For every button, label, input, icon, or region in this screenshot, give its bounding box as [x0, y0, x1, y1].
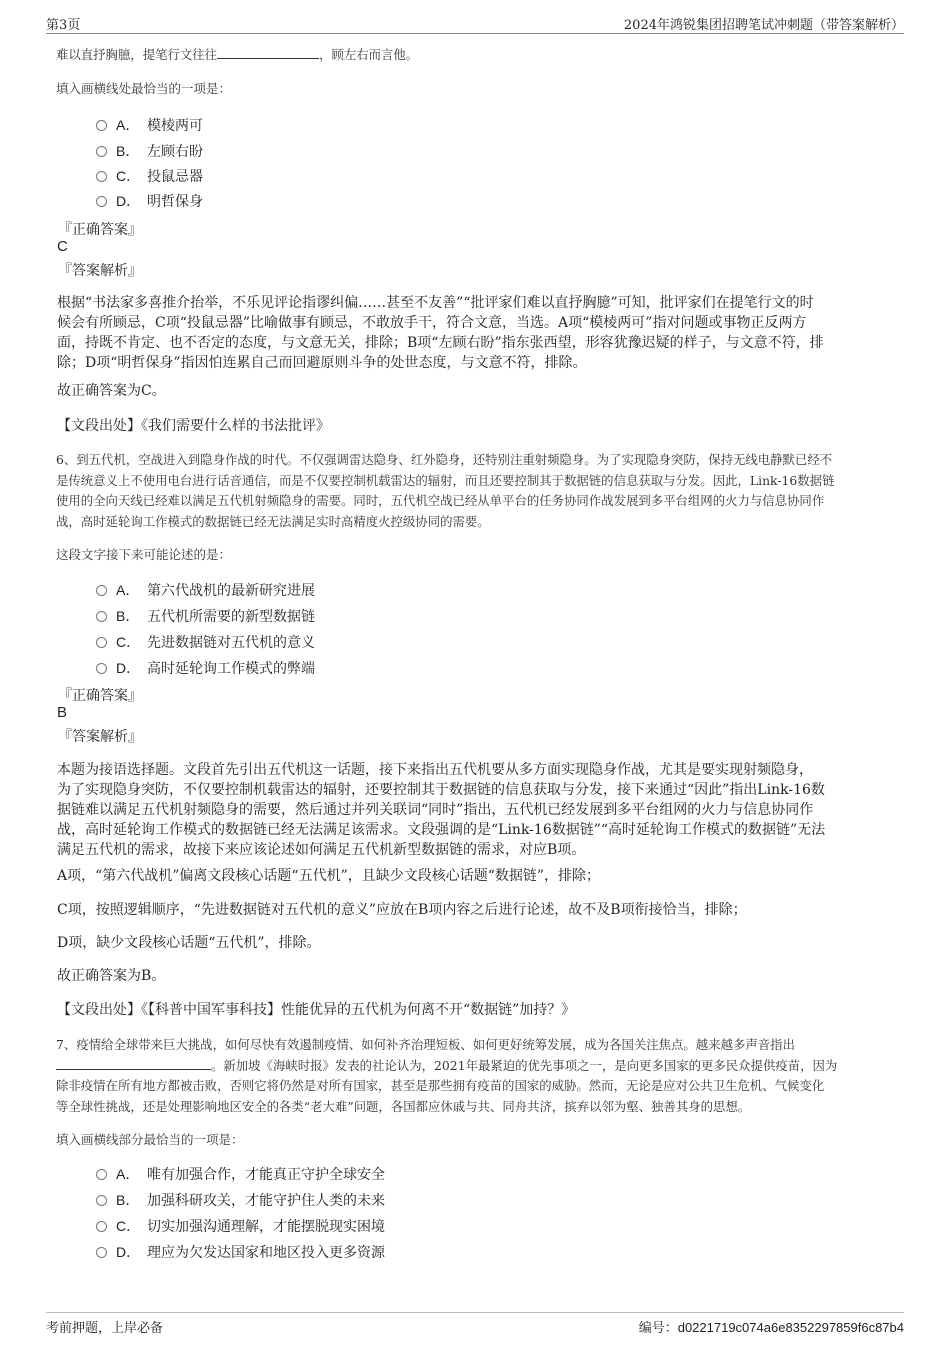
radio-icon[interactable]	[96, 611, 107, 622]
q5-analysis: 根据“书法家多喜推介抬举，不乐见评论指谬纠偏……甚至不友善”“批评家们难以直抒胸臆”可知，批评家们在提笔行文的时 候会有所顾忌，C项“投鼠忌器”比喻做事有顾忌，不敢放手干，符合文意，当选。A项“模棱两可”指对问题或事物正反两方 面，持既不肯定、也不否定的态度，与文意无关，排除；B项“左顾右盼”指东张西望，形容犹豫迟疑的样子，与文意不符，排 除；D项“明哲保身”指因怕连累自己而回避原则斗争的处世态度，与文意不符，排除。	[57, 295, 824, 371]
radio-icon[interactable]	[96, 171, 107, 182]
radio-icon[interactable]	[96, 196, 107, 207]
footer-slogan: 考前押题，上岸必备	[46, 1321, 164, 1336]
q6-source: 【文段出处】《【科普中国军事科技】性能优异的五代机为何离不开“数据链”加持？》	[57, 1002, 576, 1018]
q7-option-c[interactable]: C． 切实加强沟通理解，才能摆脱现实困境	[96, 1216, 385, 1236]
document-code: 编号：d0221719c074a6e8352297859f6c87b4	[638, 1320, 904, 1336]
q6-analysis: 本题为接语选择题。文段首先引出五代机这一话题，接下来指出五代机要从多方面实现隐身作战，尤其是要实现射频隐身， 为了实现隐身突防，不仅要控制机载雷达的辐射，还要控制其于数据链的信息获取与分发，接下来通过“因此”指出Link-16数 据链难以满足五代机射频隐身的需要，然后通过并列关联词“同时”指出，五代机已经发展到多平台组网的火力与信息协同作 战，高时延轮询工作模式的数据链已经无法满足该需求。文段强调的是“Link-16数据链”“高时延轮询工作模式的数据链”无法 满足五代机的需求，故接下来应该论述如何满足五代机新型数据链的需求，对应B项。	[57, 762, 826, 858]
q5-analysis-label: 『答案解析』	[58, 263, 142, 279]
q6-stem: 6、到五代机，空战进入到隐身作战的时代。不仅强调雷达隐身、红外隐身，还特别注重射频隐身。为了实现隐身突防，保持无线电静默已经不 是传统意义上不使用电台进行话音通信，而是不仅要控制机载雷达的辐射，而且还要控制其于数据链的信息获取与分发。因此，Link-16数据链 使用的全向天线已经难以满足五代机射频隐身的需要。同时，五代机空战已经从单平台的任务协同作战发展到多平台组网的火力与信息协同作 战，高时延轮询工作模式的数据链已经无法满足实时高精度火控级协同的需要。	[56, 452, 835, 529]
radio-icon[interactable]	[96, 1169, 107, 1180]
radio-icon[interactable]	[96, 585, 107, 596]
q6-analysis-label: 『答案解析』	[58, 729, 142, 745]
q6-option-c[interactable]: C． 先进数据链对五代机的意义	[96, 632, 315, 652]
fill-blank	[56, 1057, 211, 1070]
q5-conclusion: 故正确答案为C。	[57, 383, 166, 399]
page-header	[46, 13, 904, 34]
q5-answer: C	[57, 238, 68, 255]
q5-prompt: 填入画横线处最恰当的一项是：	[56, 81, 232, 96]
q6-option-d[interactable]: D． 高时延轮询工作模式的弊端	[96, 658, 315, 678]
q5-stem: 难以直抒胸臆，提笔行文往往 ，顾左右而言他。	[56, 47, 419, 62]
radio-icon[interactable]	[96, 1247, 107, 1258]
q6-note-c: C项，按照逻辑顺序，“先进数据链对五代机的意义”应放在B项内容之后进行论述，故不及B项衔接恰当，排除；	[57, 902, 747, 918]
radio-icon[interactable]	[96, 663, 107, 674]
q6-option-b[interactable]: B． 五代机所需要的新型数据链	[96, 606, 315, 626]
page-footer	[46, 1312, 904, 1337]
q5-option-c[interactable]: C． 投鼠忌器	[96, 166, 203, 186]
q5-answer-label: 『正确答案』	[58, 222, 142, 238]
radio-icon[interactable]	[96, 146, 107, 157]
radio-icon[interactable]	[96, 1221, 107, 1232]
q5-source: 【文段出处】《我们需要什么样的书法批评》	[57, 418, 330, 434]
q5-option-a[interactable]: A． 模棱两可	[96, 115, 203, 135]
q7-option-d[interactable]: D． 理应为欠发达国家和地区投入更多资源	[96, 1242, 385, 1262]
q7-prompt: 填入画横线部分最恰当的一项是：	[56, 1132, 244, 1147]
q6-prompt: 这段文字接下来可能论述的是：	[56, 547, 232, 562]
q7-option-b[interactable]: B． 加强科研攻关，才能守护住人类的未来	[96, 1190, 385, 1210]
q5-option-b[interactable]: B． 左顾右盼	[96, 141, 203, 161]
document-title: 2024年鸿锐集团招聘笔试冲刺题（带答案解析）	[623, 18, 904, 33]
q6-option-a[interactable]: A． 第六代战机的最新研究进展	[96, 580, 315, 600]
radio-icon[interactable]	[96, 1195, 107, 1206]
q7-option-a[interactable]: A． 唯有加强合作，才能真正守护全球安全	[96, 1164, 385, 1184]
q6-conclusion: 故正确答案为B。	[57, 968, 166, 984]
q5-option-d[interactable]: D． 明哲保身	[96, 191, 203, 211]
q6-answer: B	[57, 704, 68, 721]
radio-icon[interactable]	[96, 120, 107, 131]
radio-icon[interactable]	[96, 637, 107, 648]
q6-note-d: D项，缺少文段核心话题“五代机”，排除。	[57, 935, 321, 951]
fill-blank	[217, 46, 319, 59]
q7-stem: 7、疫情给全球带来巨大挑战，如何尽快有效遏制疫情、如何补齐治理短板、如何更好统筹发展，成为各国关注焦点。越来越多声音指出 。新加坡《海峡时报》发表的社论认为，2021年最紧迫的优先事项之一，是向更多国家的更多民众提供疫苗，因为 除非疫情在所有地方都被击败，否则它将仍然是对所有国家，甚至是那些拥有疫苗的国家的威胁。然而，无论是应对公共卫生危机、气候变化 等全球性挑战，还是处理影响地区安全的各类“老大难”问题，各国都应休戚与共、同舟共济，摈弃以邻为壑、独善其身的思想。	[56, 1037, 838, 1114]
q6-answer-label: 『正确答案』	[58, 688, 142, 704]
page-number: 第3页	[46, 18, 81, 33]
q6-note-a: A项，“第六代战机”偏离文段核心话题“五代机”，且缺少文段核心话题“数据链”，排除；	[57, 868, 601, 884]
